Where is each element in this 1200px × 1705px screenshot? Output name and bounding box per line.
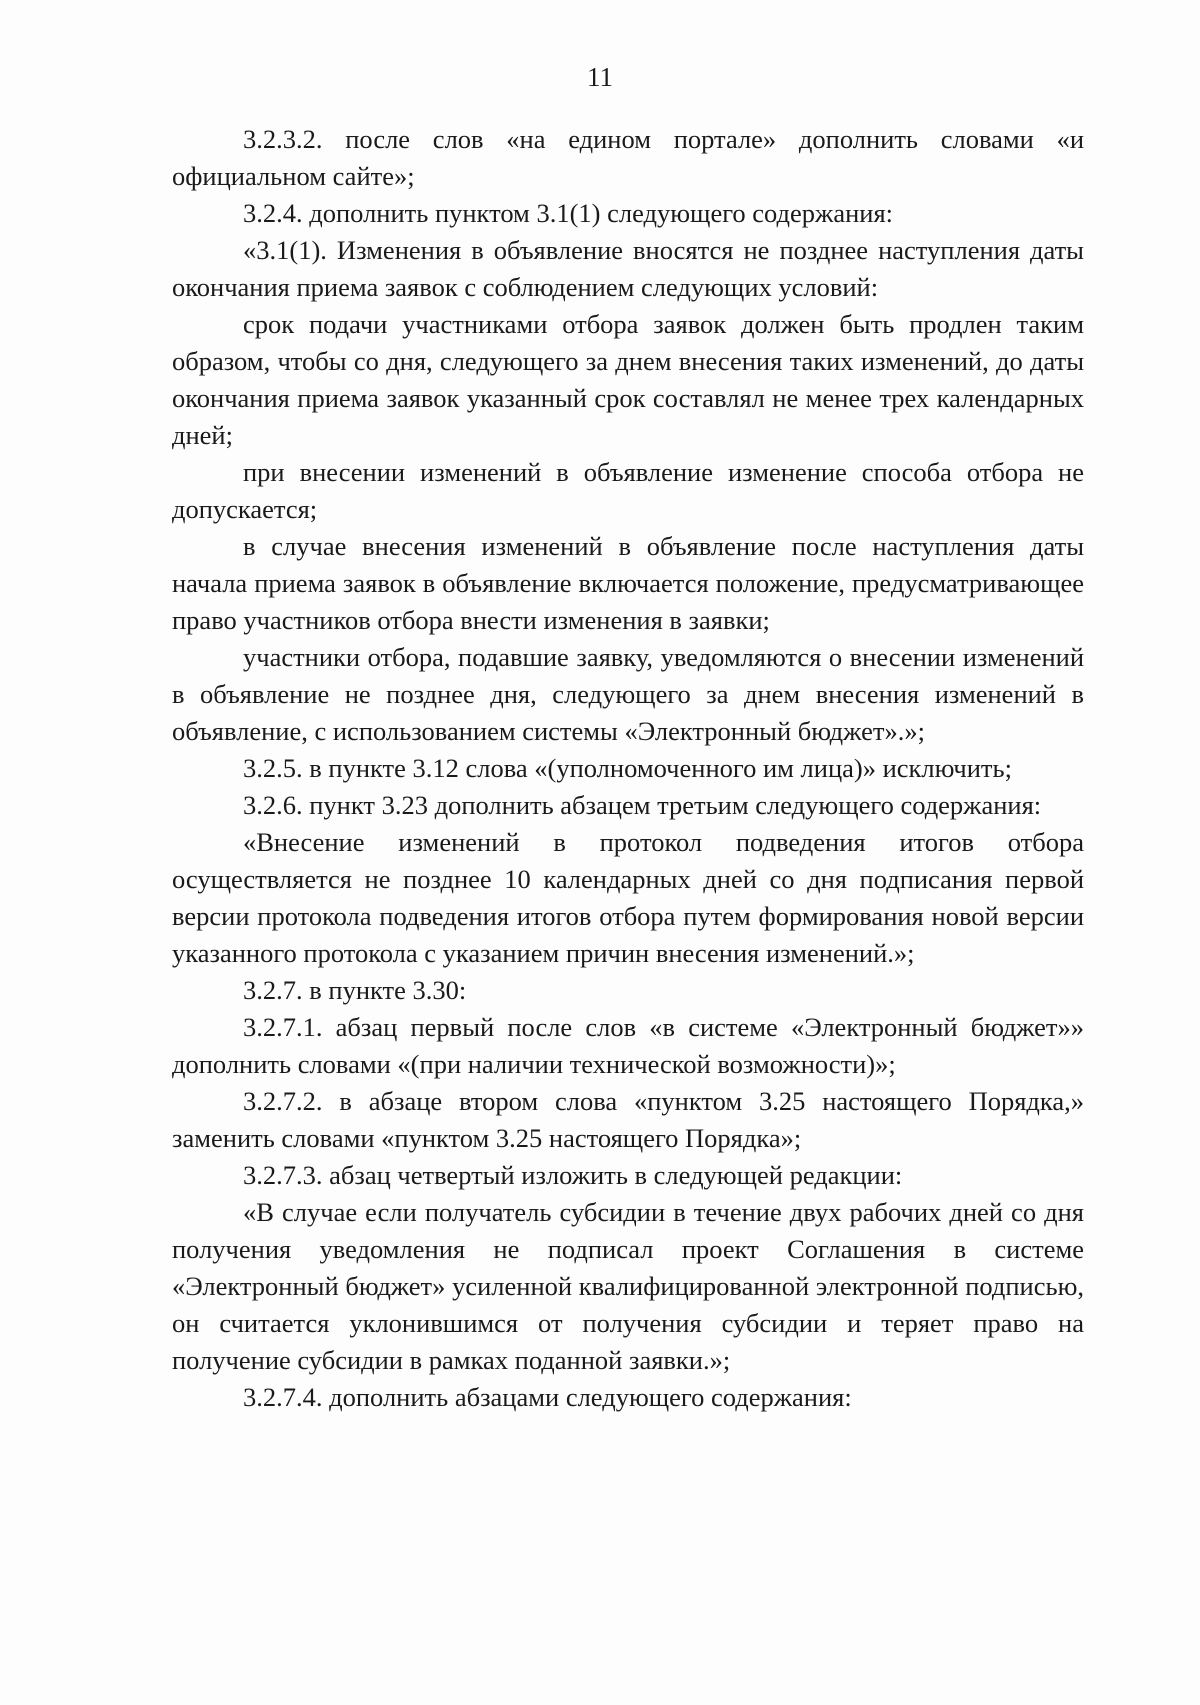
paragraph: 3.2.7.2. в абзаце втором слова «пунктом 3.25 настоящего Порядка,» заменить словами «пунктом 3.25 настоящего Порядка»; [172,1086,1084,1153]
paragraph: 3.2.7.3. абзац четвертый изложить в следующей редакции: [243,1160,903,1190]
paragraph: при внесении изменений в объявление изменение способа отбора не допускается; [172,457,1084,524]
paragraph: 3.2.7.1. абзац первый после слов «в системе «Электронный бюджет»» дополнить словами «(при наличии технической возможности)»; [172,1012,1084,1079]
paragraph: 3.2.7. в пункте 3.30: [243,975,467,1005]
document-body [172,121,1084,1416]
paragraph: 3.2.6. пункт 3.23 дополнить абзацем третьим следующего содержания: [243,790,1042,820]
paragraph: «В случае если получатель субсидии в течение двух рабочих дней со дня получения уведомления не подписал проект Соглашения в системе «Электронный бюджет» усиленной квалифицированной электронной подписью, он считается уклонившимся от получения субсидии и теряет право на получение субсидии в рамках поданной заявки.»; [172,1197,1084,1375]
paragraph: «3.1(1). Изменения в объявление вносятся не позднее наступления даты окончания приема заявок с соблюдением следующих условий: [172,235,1084,302]
paragraph: 3.2.4. дополнить пунктом 3.1(1) следующего содержания: [243,198,894,228]
paragraph: 3.2.7.4. дополнить абзацами следующего содержания: [243,1382,852,1412]
paragraph: в случае внесения изменений в объявление после наступления даты начала приема заявок в объявление включается положение, предусматривающее право участников отбора внести изменения в заявки; [172,531,1084,635]
paragraph: 3.2.3.2. после слов «на едином портале» дополнить словами «и официальном сайте»; [172,124,1084,191]
page-number: 11 [587,62,613,92]
paragraph: «Внесение изменений в протокол подведения итогов отбора осуществляется не позднее 10 календарных дней со дня подписания первой версии протокола подведения итогов отбора путем формирования новой версии указанного протокола с указанием причин внесения изменений.»; [172,827,1084,968]
paragraph: участники отбора, подавшие заявку, уведомляются о внесении изменений в объявление не позднее дня, следующего за днем внесения изменений в объявление, с использованием системы «Электронный бюджет».»; [172,642,1084,746]
paragraph: срок подачи участниками отбора заявок должен быть продлен таким образом, чтобы со дня, следующего за днем внесения таких изменений, до даты окончания приема заявок указанный срок составлял не менее трех календарных дней; [172,309,1084,450]
paragraph: 3.2.5. в пункте 3.12 слова «(уполномоченного им лица)» исключить; [243,753,1012,783]
